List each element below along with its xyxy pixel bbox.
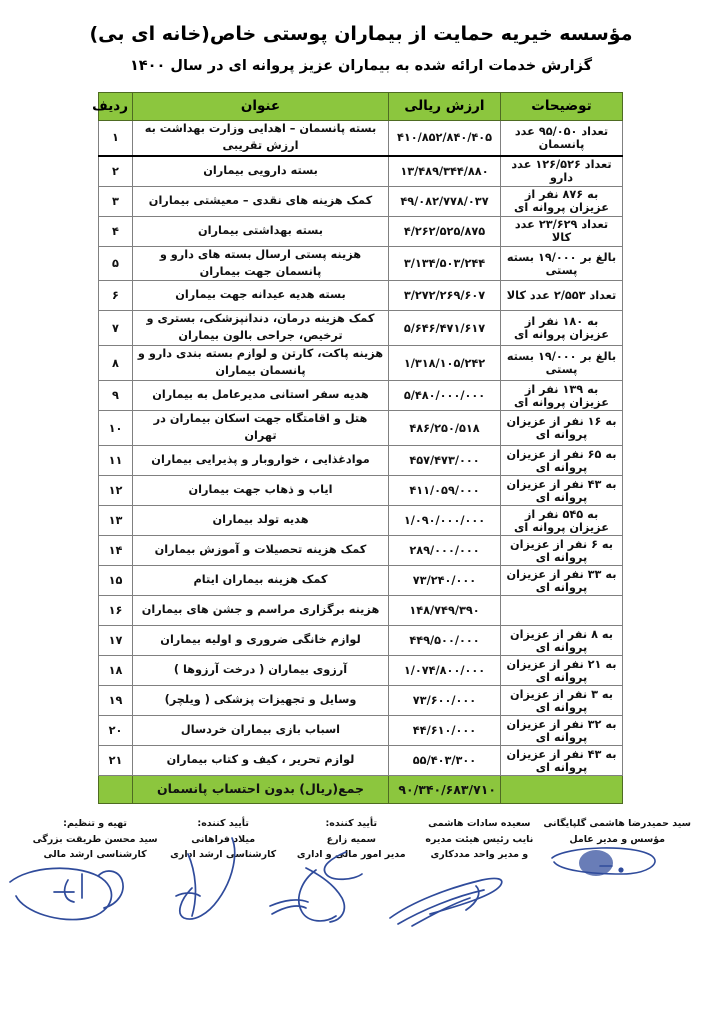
signature-position: کارشناسی ارشد اداری	[171, 849, 278, 861]
cell-tozihat: تعداد ۲/۵۵۳ عدد کالا	[502, 281, 624, 311]
cell-arzesh: ۴۴/۶۱۰/۰۰۰	[390, 716, 502, 746]
signature-position: کارشناسی ارشد مالی	[44, 849, 148, 861]
cell-tozihat: به ۶ نفر از عزیزان پروانه ای	[502, 536, 624, 566]
cell-arzesh: ۷۳/۲۴۰/۰۰۰	[390, 566, 502, 596]
signature-block-admin-expert	[160, 816, 288, 863]
signature-name: سمیه زارع	[327, 833, 377, 845]
cell-radif: ۳	[100, 186, 134, 216]
cell-onvan: بسته پانسمان – اهدایی وزارت بهداشت به ارزش تقریبی	[134, 120, 390, 155]
cell-tozihat: به ۱۶ نفر از عزیزان پروانه ای	[502, 411, 624, 446]
signature-block-preparer	[32, 816, 160, 863]
cell-arzesh: ۴/۲۶۲/۵۲۵/۸۷۵	[390, 216, 502, 246]
table-row	[100, 686, 624, 716]
cell-tozihat: به ۳۲ نفر از عزیزان پروانه ای	[502, 716, 624, 746]
signature-role: سید حمیدرضا هاشمی گلپایگانی	[544, 818, 692, 830]
report-table-wrapper	[93, 92, 624, 804]
cell-onvan: لوازم تحریر ، کیف و کتاب بیماران	[134, 746, 390, 776]
column-header-arzesh: ارزش ریالی	[390, 92, 502, 120]
table-row	[100, 216, 624, 246]
cell-tozihat: تعداد ۱۲۶/۵۲۶ عدد دارو	[502, 156, 624, 187]
page-subtitle: گزارش خدمات ارائه شده به بیماران عزیز پروانه ای در سال ۱۴۰۰	[130, 57, 594, 74]
cell-tozihat: تعداد ۲۳/۶۲۹ عدد کالا	[502, 216, 624, 246]
total-row	[100, 776, 624, 804]
cell-onvan: هدیه تولد بیماران	[134, 506, 390, 536]
table-footer	[100, 776, 624, 804]
table-row	[100, 411, 624, 446]
table-row	[100, 746, 624, 776]
cell-arzesh: ۴۱۱/۰۵۹/۰۰۰	[390, 476, 502, 506]
table-row	[100, 716, 624, 746]
cell-onvan: ایاب و ذهاب جهت بیماران	[134, 476, 390, 506]
cell-onvan: آرزوی بیماران ( درخت آرزوها )	[134, 656, 390, 686]
total-arzesh: ۹۰/۳۴۰/۶۸۳/۷۱۰	[390, 776, 502, 804]
cell-arzesh: ۳/۲۷۲/۲۶۹/۶۰۷	[390, 281, 502, 311]
table-row	[100, 281, 624, 311]
cell-tozihat: به ۲۱ نفر از عزیزان پروانه ای	[502, 656, 624, 686]
cell-radif: ۸	[100, 346, 134, 381]
table-row	[100, 346, 624, 381]
cell-arzesh: ۴۵۷/۴۷۳/۰۰۰	[390, 446, 502, 476]
table-row	[100, 311, 624, 346]
cell-radif: ۱۷	[100, 626, 134, 656]
table-header	[93, 92, 624, 120]
signature-block-board-deputy	[416, 816, 544, 863]
cell-onvan: هزینه پاکت، کارتن و لوازم بسته بندی دارو و پانسمان بیماران	[134, 346, 390, 381]
table-row	[100, 156, 624, 187]
signature-name: نایب رئیس هیئت مدیره	[426, 833, 535, 845]
cell-arzesh: ۴۹/۰۸۲/۷۷۸/۰۳۷	[390, 186, 502, 216]
cell-onvan: هزینه برگزاری مراسم و جشن های بیماران	[134, 596, 390, 626]
cell-arzesh: ۵۵/۴۰۳/۳۰۰	[390, 746, 502, 776]
cell-onvan: کمک هزینه بیماران ایتام	[134, 566, 390, 596]
cell-onvan: اسباب بازی بیماران خردسال	[134, 716, 390, 746]
signature-name: سید محسن طریقت بزرگی	[33, 833, 159, 845]
cell-radif: ۴	[100, 216, 134, 246]
cell-onvan: بسته هدیه عیدانه جهت بیماران	[134, 281, 390, 311]
signature-block-finance-admin	[288, 816, 416, 863]
signature-role: تأیید کننده:	[198, 818, 250, 830]
table-row	[100, 120, 624, 155]
cell-tozihat: تعداد ۹۵/۰۵۰ عدد پانسمان	[502, 120, 624, 155]
total-onvan: جمع(ریال) بدون احتساب پانسمان	[134, 776, 390, 804]
signature-role: تهیه و تنظیم:	[64, 818, 128, 830]
cell-onvan: کمک هزینه درمان، دندانپزشکی، بستری و ترخیص، جراحی بالون بیماران	[134, 311, 390, 346]
cell-tozihat: به ۱۸۰ نفر از عزیزان پروانه ای	[502, 311, 624, 346]
table-row	[100, 656, 624, 686]
table-row	[100, 536, 624, 566]
cell-tozihat: به ۳۳ نفر از عزیزان پروانه ای	[502, 566, 624, 596]
cell-arzesh: ۴۸۶/۲۵۰/۵۱۸	[390, 411, 502, 446]
cell-tozihat: بالغ بر ۱۹/۰۰۰ بسته پستی	[502, 346, 624, 381]
signature-position: مدیر امور مالی و اداری	[297, 849, 407, 861]
cell-radif: ۹	[100, 381, 134, 411]
services-report-table	[93, 92, 624, 804]
cell-radif: ۱	[100, 120, 134, 155]
table-row	[100, 186, 624, 216]
table-row	[100, 246, 624, 281]
table-row	[100, 506, 624, 536]
cell-radif: ۵	[100, 246, 134, 281]
table-row	[100, 476, 624, 506]
cell-onvan: وسایل و تجهیزات پزشکی ( ویلچر)	[134, 686, 390, 716]
cell-arzesh: ۳/۱۳۴/۵۰۳/۲۴۴	[390, 246, 502, 281]
document-titles	[0, 0, 724, 78]
cell-radif: ۶	[100, 281, 134, 311]
cell-tozihat: به ۴۳ نفر از عزیزان پروانه ای	[502, 746, 624, 776]
table-row	[100, 381, 624, 411]
signature-position: و مدیر واحد مددکاری	[431, 849, 530, 861]
cell-arzesh: ۷۳/۶۰۰/۰۰۰	[390, 686, 502, 716]
cell-onvan: کمک هزینه های نقدی – معیشتی بیماران	[134, 186, 390, 216]
column-header-radif: ردیف	[100, 92, 134, 120]
total-tozihat	[502, 776, 624, 804]
cell-tozihat	[502, 596, 624, 626]
cell-onvan: هتل و اقامتگاه جهت اسکان بیماران در تهران	[134, 411, 390, 446]
cell-arzesh: ۱/۰۷۴/۸۰۰/۰۰۰	[390, 656, 502, 686]
table-row	[100, 626, 624, 656]
cell-radif: ۱۲	[100, 476, 134, 506]
table-body	[100, 120, 624, 775]
cell-tozihat: به ۴۳ نفر از عزیزان پروانه ای	[502, 476, 624, 506]
cell-arzesh: ۱۴۸/۷۴۹/۳۹۰	[390, 596, 502, 626]
cell-onvan: کمک هزینه تحصیلات و آموزش بیماران	[134, 536, 390, 566]
cell-onvan: هدیه سفر استانی مدیرعامل به بیماران	[134, 381, 390, 411]
column-header-tozihat: توضیحات	[502, 92, 624, 120]
signature-area	[32, 816, 692, 863]
cell-arzesh: ۱/۳۱۸/۱۰۵/۲۴۲	[390, 346, 502, 381]
cell-radif: ۱۹	[100, 686, 134, 716]
cell-tozihat: به ۸ نفر از عزیزان پروانه ای	[502, 626, 624, 656]
table-row	[100, 446, 624, 476]
cell-arzesh: ۵/۶۴۶/۴۷۱/۶۱۷	[390, 311, 502, 346]
cell-tozihat: به ۸۷۶ نفر از عزیزان پروانه ای	[502, 186, 624, 216]
cell-tozihat: به ۵۴۵ نفر از عزیزان پروانه ای	[502, 506, 624, 536]
signature-role: تأیید کننده:	[326, 818, 379, 830]
cell-radif: ۱۸	[100, 656, 134, 686]
cell-onvan: موادغذایی ، خواروبار و پذیرایی بیماران	[134, 446, 390, 476]
table-row	[100, 596, 624, 626]
cell-radif: ۱۰	[100, 411, 134, 446]
signature-role: سعیده سادات هاشمی	[429, 818, 532, 830]
cell-radif: ۷	[100, 311, 134, 346]
cell-arzesh: ۱۳/۴۸۹/۳۴۴/۸۸۰	[390, 156, 502, 187]
cell-radif: ۱۵	[100, 566, 134, 596]
cell-arzesh: ۴۱۰/۸۵۲/۸۴۰/۴۰۵	[390, 120, 502, 155]
column-header-onvan: عنوان	[134, 92, 390, 120]
cell-radif: ۲۰	[100, 716, 134, 746]
cell-tozihat: به ۶۵ نفر از عزیزان پروانه ای	[502, 446, 624, 476]
cell-onvan: بسته دارویی بیماران	[134, 156, 390, 187]
cell-arzesh: ۵/۴۸۰/۰۰۰/۰۰۰	[390, 381, 502, 411]
cell-radif: ۲۱	[100, 746, 134, 776]
page-title: مؤسسه خیریه حمایت از بیماران پوستی خاص(خانه ای بی)	[90, 23, 634, 45]
cell-tozihat: بالغ بر ۱۹/۰۰۰ بسته پستی	[502, 246, 624, 281]
cell-onvan: هزینه پستی ارسال بسته های دارو و پانسمان جهت بیماران	[134, 246, 390, 281]
official-stamp-icon	[580, 850, 614, 876]
signature-name: میلاد فراهانی	[192, 833, 257, 845]
cell-arzesh: ۴۴۹/۵۰۰/۰۰۰	[390, 626, 502, 656]
total-radif	[100, 776, 134, 804]
cell-radif: ۱۴	[100, 536, 134, 566]
cell-onvan: بسته بهداشتی بیماران	[134, 216, 390, 246]
table-row	[100, 566, 624, 596]
cell-arzesh: ۱/۰۹۰/۰۰۰/۰۰۰	[390, 506, 502, 536]
signature-block-founder	[544, 816, 692, 847]
cell-radif: ۱۱	[100, 446, 134, 476]
cell-radif: ۱۳	[100, 506, 134, 536]
cell-radif: ۱۶	[100, 596, 134, 626]
signature-name: مؤسس و مدیر عامل	[570, 833, 667, 845]
cell-tozihat: به ۱۳۹ نفر از عزیزان پروانه ای	[502, 381, 624, 411]
cell-onvan: لوازم خانگی ضروری و اولیه بیماران	[134, 626, 390, 656]
cell-tozihat: به ۳ نفر از عزیزان پروانه ای	[502, 686, 624, 716]
table-header-row	[100, 92, 624, 120]
cell-arzesh: ۲۸۹/۰۰۰/۰۰۰	[390, 536, 502, 566]
cell-radif: ۲	[100, 156, 134, 187]
